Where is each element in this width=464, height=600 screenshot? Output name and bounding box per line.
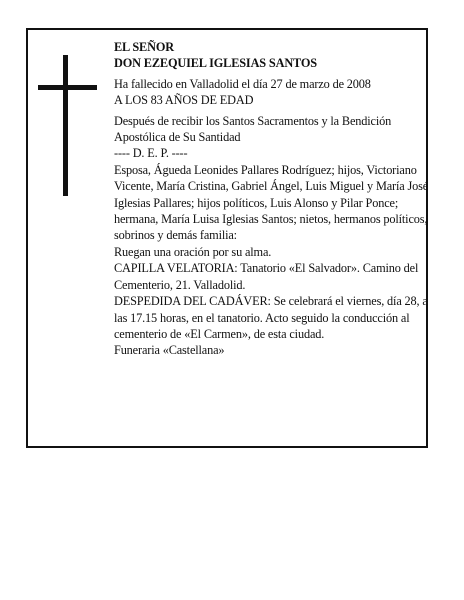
family-list: Esposa, Águeda Leonides Pallares Rodríguez; hijos, Victoriano Vicente, María Cristina, Gabriel Ángel, Luis Miguel y María José Iglesias Pallares; hijos políticos, Luis Alonso y Pilar Ponce; hermana, María Luisa Iglesias Santos; nietos, hermanos políticos, sobrinos y demás familia:: [114, 162, 429, 243]
deceased-name: DON EZEQUIEL IGLESIAS SANTOS: [114, 56, 317, 71]
death-line: Ha fallecido en Valladolid el día 27 de marzo de 2008: [114, 76, 371, 91]
obituary-text: [114, 39, 434, 359]
notice-title: EL SEÑOR: [114, 40, 174, 54]
cross-horizontal-bar: [38, 85, 97, 90]
cross-vertical-bar: [63, 55, 68, 196]
rip-line: ---- D. E. P. ----: [114, 146, 188, 161]
funeral-home: Funeraria «Castellana»: [114, 343, 225, 358]
sacraments-line: Después de recibir los Santos Sacramentos y la Bendición Apostólica de Su Santidad: [114, 113, 392, 145]
age-line: A LOS 83 AÑOS DE EDAD: [114, 93, 254, 108]
chapel-info: CAPILLA VELATORIA: Tanatorio «El Salvador». Camino del Cementerio, 21. Valladolid.: [114, 261, 419, 292]
prayer-line: Ruegan una oración por su alma.: [114, 244, 272, 259]
farewell-info: DESPEDIDA DEL CADÁVER: Se celebrará el viernes, día 28, a las 17.15 horas, en el tanatorio. Acto seguido la conducción al cementerio de «El Carmen», de esta ciudad.: [114, 294, 428, 341]
